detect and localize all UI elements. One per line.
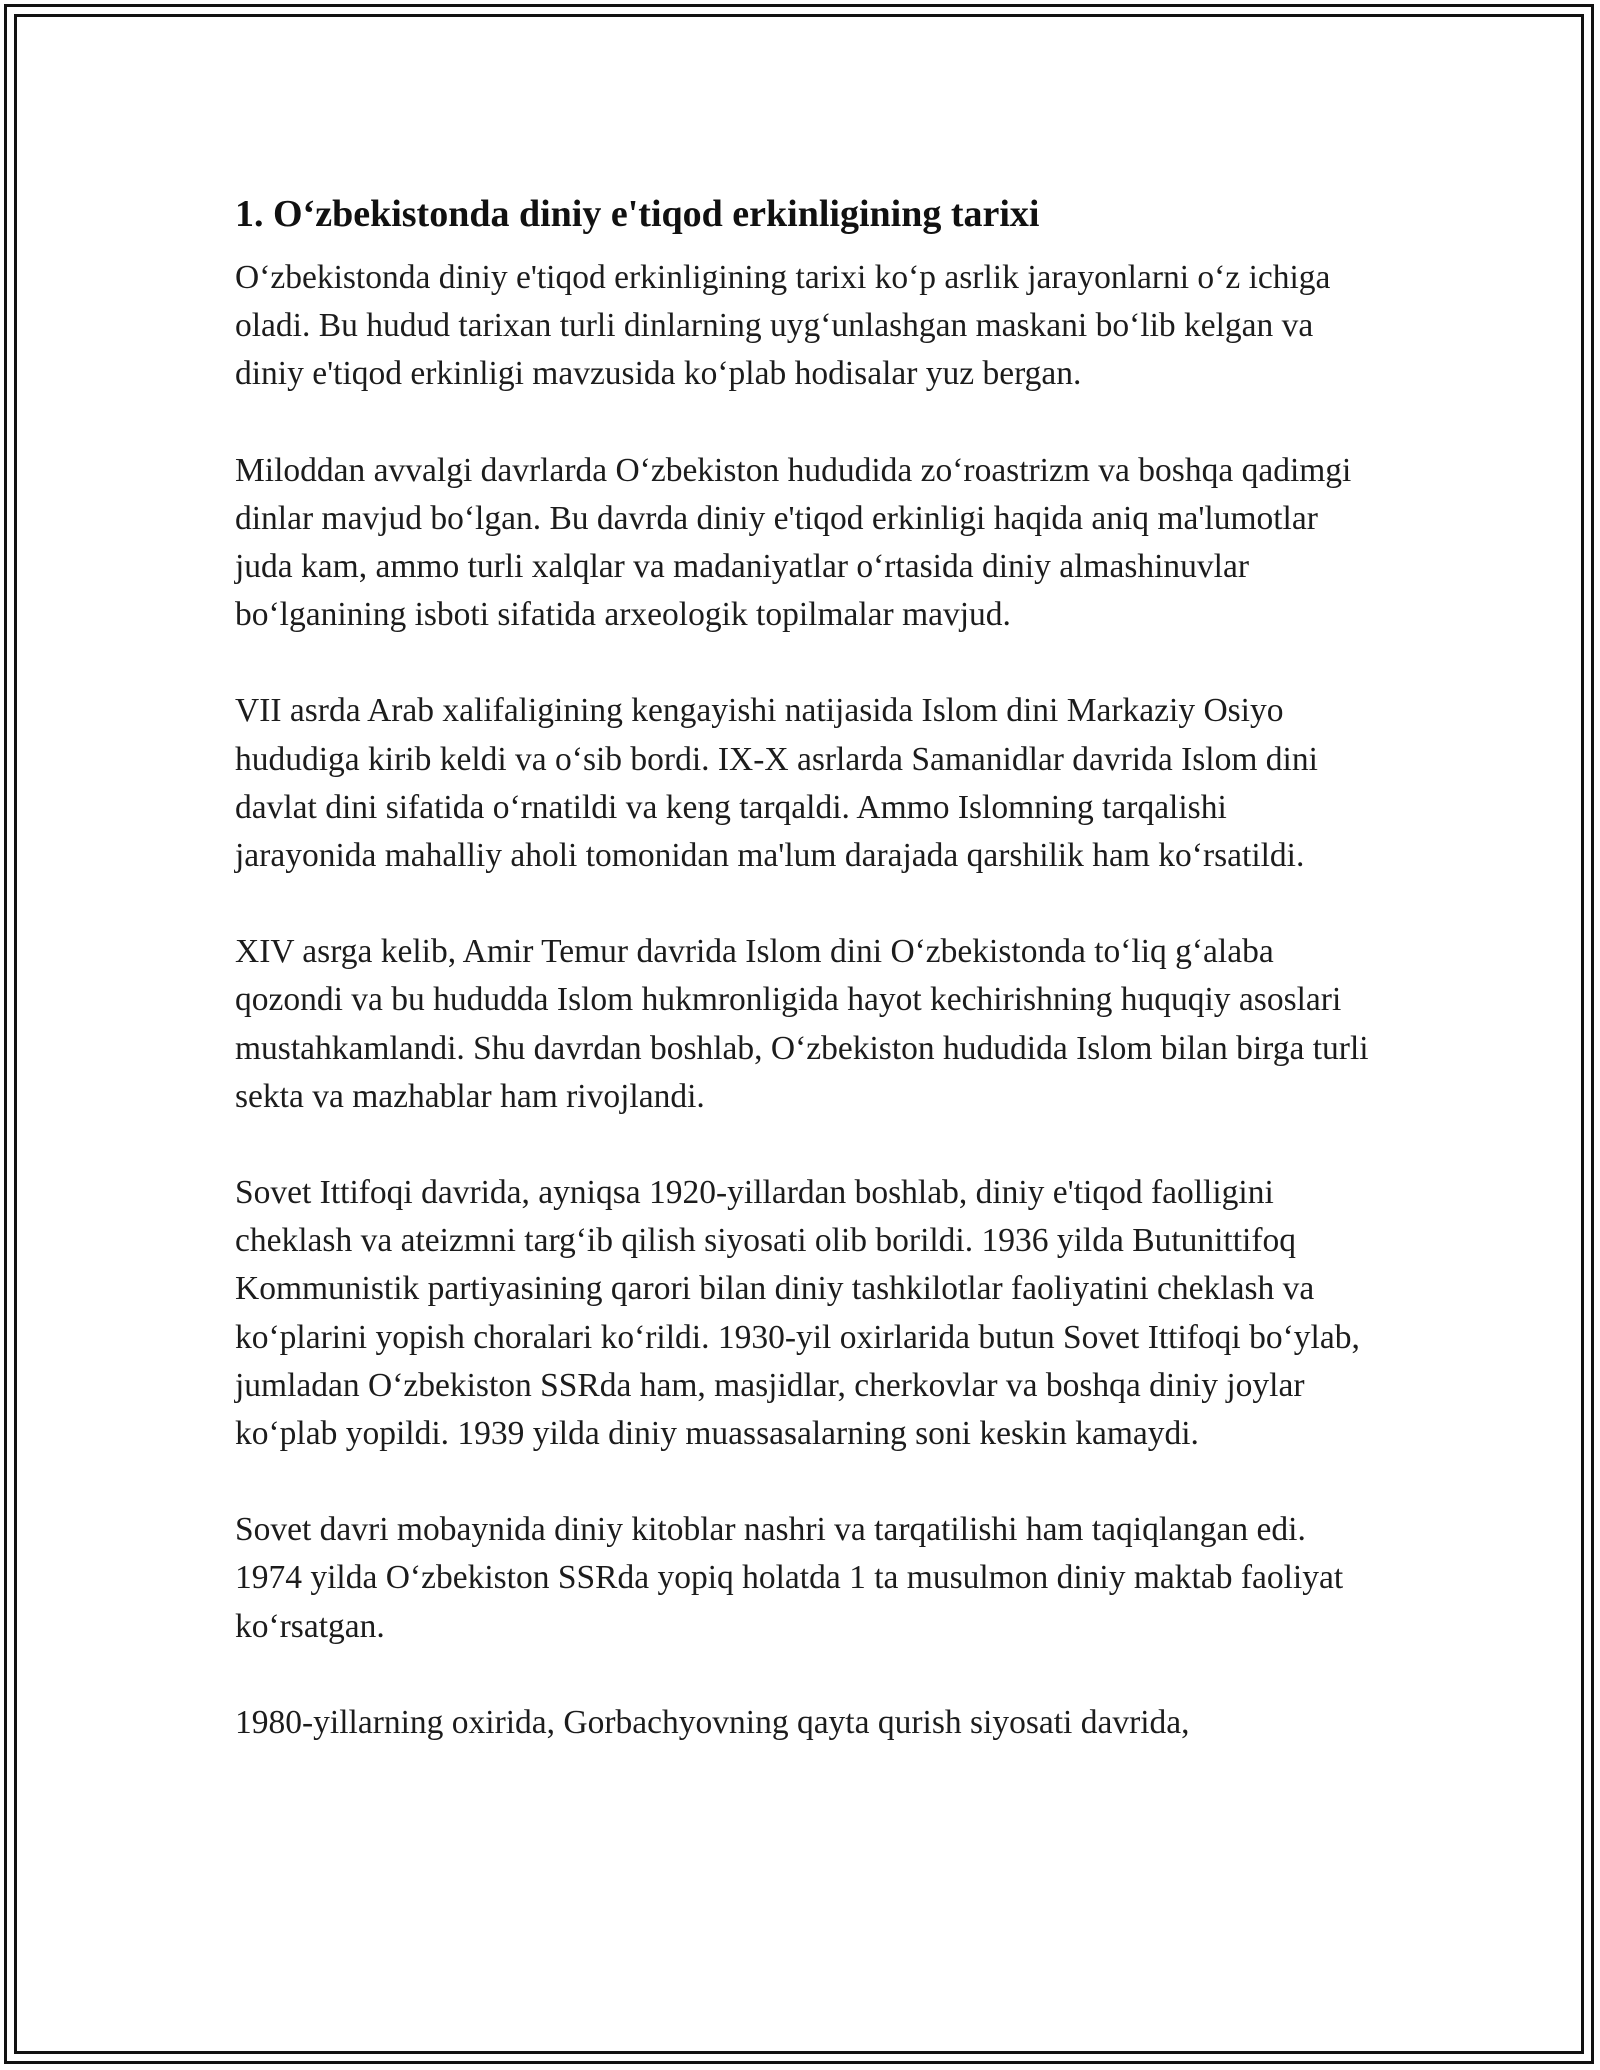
paragraph: 1980-yillarning oxirida, Gorbachyovning qayta qurish siyosati davrida,	[235, 1703, 1190, 1741]
document-body	[235, 186, 1375, 1747]
paragraph: O‘zbekistonda diniy e'tiqod erkinligining tarixi ko‘p asrlik jarayonlarni o‘z ichiga oladi. Bu hudud tarixan turli dinlarning uyg‘unlashgan maskani bo‘lib kelgan va diniy e'tiqod erkinligi mavzusida ko‘plab hodisalar yuz bergan.	[235, 259, 1331, 393]
paragraph: VII asrda Arab xalifaligining kengayishi natijasida Islom dini Markaziy Osiyo hududiga kirib keldi va o‘sib bordi. IX-X asrlarda Samanidlar davrida Islom dini davlat dini sifatida o‘rnatildi va keng tarqaldi. Ammo Islomning tarqalishi jarayonida mahalliy aholi tomonidan ma'lum darajada qarshilik ham ko‘rsatildi.	[235, 692, 1318, 875]
paragraph: XIV asrga kelib, Amir Temur davrida Islom dini O‘zbekistonda to‘liq g‘alaba qozondi va bu hududda Islom hukmronligida hayot kechirishning huquqiy asoslari mustahkamlandi. Shu davrdan boshlab, O‘zbekiston hududida Islom bilan birga turli sekta va mazhablar ham rivojlandi.	[235, 933, 1369, 1115]
paragraph: Sovet Ittifoqi davrida, ayniqsa 1920-yillardan boshlab, diniy e'tiqod faolligini cheklash va ateizmni targ‘ib qilish siyosati olib borildi. 1936 yilda Butunittifoq Kommunistik partiyasining qarori bilan diniy tashkilotlar faoliyatini cheklash va ko‘plarini yopish choralari ko‘rildi. 1930-yil oxirlarida butun Sovet Ittifoqi bo‘ylab, jumladan O‘zbekiston SSRda ham, masjidlar, cherkovlar va boshqa diniy joylar ko‘plab yopildi. 1939 yilda diniy muassasalarning soni keskin kamaydi.	[235, 1174, 1360, 1453]
paragraph: Miloddan avvalgi davrlarda O‘zbekiston hududida zo‘roastrizm va boshqa qadimgi dinlar mavjud bo‘lgan. Bu davrda diniy e'tiqod erkinligi haqida aniq ma'lumotlar juda kam, ammo turli xalqlar va madaniyatlar o‘rtasida diniy almashinuvlar bo‘lganining isboti sifatida arxeologik topilmalar mavjud.	[235, 451, 1352, 634]
section-heading: 1. O‘zbekistonda diniy e'tiqod erkinligining tarixi	[235, 193, 1040, 235]
paragraph: Sovet davri mobaynida diniy kitoblar nashri va tarqatilishi ham taqiqlangan edi. 1974 yilda O‘zbekiston SSRda yopiq holatda 1 ta musulmon diniy maktab faoliyat ko‘rsatgan.	[235, 1511, 1344, 1645]
